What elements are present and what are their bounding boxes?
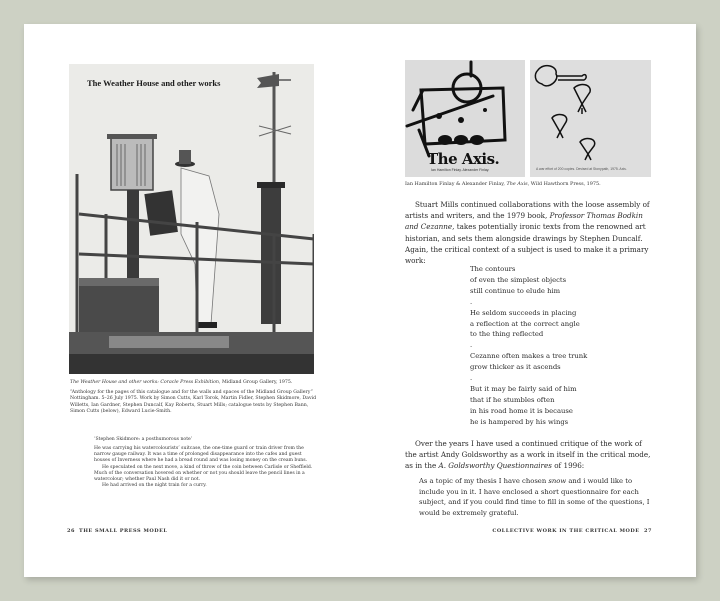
paragraph-text: Over the years I have used a continued critique of the work of the artist Andy Goldsworthy as a work in itself in the critical mode, as in the bbox=[405, 439, 651, 471]
caption-suffix: , Wild Hawthorn Press, 1975. bbox=[527, 181, 601, 187]
note-paragraph: He speculated on the next move, a kind of throw of the coin between Carlisle or Sheffield. Much of the conversation hovered on whether or not you should leave the pencil lines in a watercolour; whether Paul Nash did it or not. bbox=[94, 464, 313, 483]
page-number: 26 bbox=[67, 528, 75, 534]
poem-line: to the thing reflected bbox=[470, 330, 544, 339]
photo-illustration-icon bbox=[69, 64, 314, 374]
axis-title: The Axis. bbox=[427, 150, 500, 168]
stanza-separator: . bbox=[470, 297, 473, 306]
figure-tiny-caption: A war effort of 200 copies. Devised at Stonypath, 1975. Axis. bbox=[536, 167, 627, 171]
poem-line: still continue to elude him bbox=[470, 286, 561, 295]
poem-line: Cezanne often makes a tree trunk bbox=[470, 352, 588, 361]
questionnaire-title-italic: A. Goldsworthy Questionnaires bbox=[438, 461, 552, 471]
poem-line: The contours bbox=[470, 265, 516, 273]
weather-house-photo bbox=[69, 64, 314, 374]
quote-text: and i would like to include you in it. I have enclosed a short questionnaire for each subject, and if you could find time to fill in some of the questions, I would be extremely grateful. bbox=[419, 477, 650, 518]
poem-line: a reflection at the correct angle bbox=[470, 319, 580, 328]
stanza-separator: . bbox=[470, 341, 473, 350]
note-title: ‘Stephen Skidmore: a posthumorous note’ bbox=[94, 437, 193, 442]
stanza-separator: . bbox=[470, 374, 473, 383]
block-quote bbox=[419, 476, 659, 519]
figure-caption-title bbox=[70, 380, 320, 386]
caption-prefix: Ian Hamilton Finlay & Alexander Finlay, bbox=[405, 181, 507, 187]
caption-title-italic: The Weather House and other works: Coracle Press Exhibition bbox=[70, 380, 219, 385]
book-title-italic: Professor Thomas Bodkin and Cezanne bbox=[405, 211, 643, 232]
running-head: COLLECTIVE WORK IN THE CRITICAL MODE bbox=[492, 528, 640, 534]
figure-caption-description: “Anthology for the pages of this catalogue and for the walls and spaces of the Midland Group Gallery” Nottingham. 5–26 July 1975. Work by Simon Cutts, Karl Torok, Martin Fidler, Stephen Skidmore, David Willetts, Ian Gardner, Stephen Duncalf, Kay Roberts, Stuart Mills; catalogue texts by Stephen Bann, Simon Cutts (below), Edward Lucie-Smith. bbox=[70, 390, 317, 415]
folio-left bbox=[67, 528, 167, 534]
note-paragraph: He had arrived on the night train for a curry. bbox=[102, 483, 207, 489]
caption-title-italic: The Axis bbox=[506, 181, 528, 187]
poem-line: he is hampered by his wings bbox=[470, 417, 569, 426]
poem-line: But it may be fairly said of him bbox=[470, 384, 577, 393]
paragraph-text: of 1996: bbox=[551, 461, 585, 471]
parachute-drawing-figure bbox=[530, 60, 651, 177]
body-paragraph-2 bbox=[405, 438, 655, 472]
folio-right bbox=[492, 528, 652, 534]
poem-line: that if he stumbles often bbox=[470, 395, 555, 404]
caption-title-rest: , Midland Group Gallery, 1975. bbox=[218, 380, 293, 385]
poem-line: He seldom succeeds in placing bbox=[470, 308, 577, 317]
poem-line: grow thicker as it ascends bbox=[470, 363, 561, 372]
cover-title: The Weather House and other works bbox=[87, 78, 221, 88]
note-body bbox=[94, 446, 319, 489]
poem-line: in his road home it is because bbox=[470, 406, 573, 415]
paragraph-text: , takes potentially ironic texts from the renowned art historian, and sets them alongside drawings by Stephen Duncalf. Again, the critical context of a subject is used to make it a primary work: bbox=[405, 222, 649, 266]
the-axis-cover-figure bbox=[405, 60, 525, 177]
poem-line: of even the simplest objects bbox=[470, 275, 567, 284]
quote-italic: snow bbox=[548, 477, 567, 485]
paragraph-text: Stuart Mills continued collaborations with the loose assembly of artists and writers, and the 1979 book, bbox=[405, 200, 650, 221]
quote-text: As a topic of my thesis I have chosen bbox=[419, 477, 549, 485]
body-paragraph-1 bbox=[405, 199, 655, 266]
note-paragraph: He was carrying his watercolourists’ suitcase, the one-time guard or train driver from the narrow gauge railway. It was a time of prolonged disappearance into the cafes and guest houses of Inverness where he had a bread round and was losing money on the cream buns. bbox=[94, 446, 308, 464]
parachute-drawing-icon bbox=[530, 60, 651, 177]
poem bbox=[470, 264, 587, 428]
page-number: 27 bbox=[644, 528, 652, 534]
axis-subtitle: Ian Hamilton Finlay. Alexander Finlay. bbox=[431, 168, 490, 172]
running-head: THE SMALL PRESS MODEL bbox=[78, 528, 168, 534]
figure-caption-right bbox=[405, 181, 601, 187]
